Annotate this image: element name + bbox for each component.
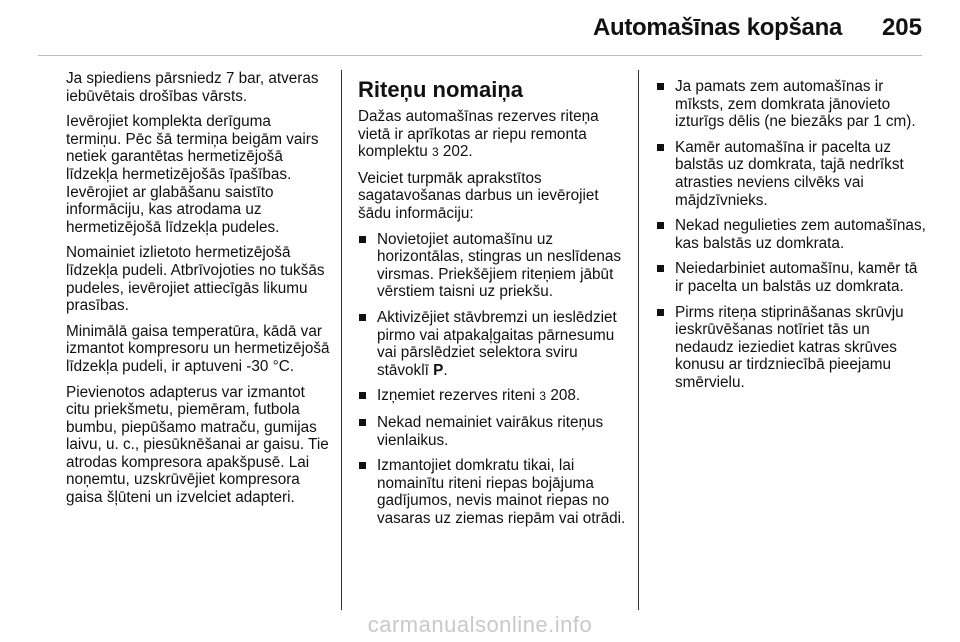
- paragraph: Ievērojiet komplekta derīguma termiņu. Pēc šā termiņa beigām vairs netiek garantētas hermetizējošā līdzekļa hermetizējošās īpašības. Ievērojiet ar glabāšanu saistīto informāciju, kas atrodama uz hermetizējošā līdzekļa pudeles.: [66, 113, 319, 236]
- list-item-text: Aktivizējiet stāvbremzi un ieslēdziet pirmo vai atpakaļgaitas pārnesumu vai pārslēdziet selektora sviru stāvoklī: [377, 308, 617, 379]
- paragraph: Minimālā gaisa temperatūra, kādā var izmantot kompresoru un hermetizējošā līdzekļa pudeli, ir aptuveni -30 °C.: [66, 322, 330, 375]
- list-item-text: Izņemiet rezerves riteni: [377, 387, 536, 405]
- page-ref-icon: 3: [431, 145, 439, 160]
- header-divider: [38, 55, 922, 56]
- list-item: Novietojiet automašīnu uz horizontālas, stingras un neslīdenas virsmas. Priekšējiem riteņiem jābūt vērstiem taisni uz priekšu.: [358, 231, 626, 301]
- list-item: Neiedarbiniet automašīnu, kamēr tā ir pacelta un balstās uz domkrata.: [656, 260, 926, 295]
- paragraph: Ja spiediens pārsniedz 7 bar, atveras iebūvētais drošības vārsts.: [66, 70, 319, 105]
- page-ref-link[interactable]: 208.: [550, 387, 581, 405]
- list-item: Kamēr automašīna ir pacelta uz balstās uz domkrata, tajā nedrīkst atrasties neviens cilvēks vai mājdzīvnieks.: [656, 139, 926, 209]
- column-divider-2: [638, 70, 639, 610]
- list-item: Izmantojiet domkratu tikai, lai nomainītu riteni riepas bojājuma gadījumos, nevis mainot riepas no vasaras uz ziemas riepām vai otrādi.: [358, 457, 626, 527]
- intro-paragraph: [358, 108, 626, 162]
- column-1: [66, 70, 330, 515]
- page-ref-link[interactable]: 202.: [442, 143, 473, 161]
- column-divider-1: [341, 70, 342, 610]
- column-3: [656, 78, 926, 400]
- list-item: Nekad negulieties zem automašīnas, kas balstās uz domkrata.: [656, 217, 926, 252]
- page-number: 205: [881, 14, 922, 41]
- list-item: Ja pamats zem automašīnas ir mīksts, zem domkrata jānovieto izturīgs dēlis (ne biezāks par 1 cm).: [656, 78, 926, 131]
- intro-text: Dažas automašīnas rezerves riteņa vietā ir aprīkotas ar riepu remonta komplektu: [358, 108, 599, 161]
- paragraph: Veiciet turpmāk aprakstītos sagatavošanas darbus un ievērojiet šādu informāciju:: [358, 169, 599, 222]
- paragraph: Nomainiet izlietoto hermetizējošā līdzekļa pudeli. Atbrīvojoties no tukšās pudeles, ievērojiet attiecīgās likumu prasības.: [66, 244, 325, 315]
- page-ref-icon: 3: [539, 389, 547, 404]
- list-item: Pirms riteņa stiprināšanas skrūvju ieskrūvēšanas notīriet tās un nedaudz ieziediet katras skrūves konusu ar tirdzniecībā pieejamu smērvielu.: [656, 304, 926, 392]
- list-item: Nekad nemainiet vairākus riteņus vienlaikus.: [358, 414, 626, 449]
- watermark: carmanualsonline.info: [367, 612, 593, 637]
- section-heading: Riteņu nomaiņa: [358, 77, 524, 102]
- bullet-list: [656, 78, 926, 392]
- paragraph: Pievienotos adapterus var izmantot citu priekšmetu, piemēram, futbola bumbu, piepūšamo matraču, gumijas laivu, u. c., piesūknēšanai ar gaisu. Tie atrodas kompresora apakšpusē. Lai noņemtu, uzskrūvējiet kompresora gaisa šļūteni un izvelciet adapteri.: [66, 383, 329, 507]
- page-header: [0, 0, 960, 56]
- column-2: [358, 78, 626, 535]
- bullet-list: [358, 231, 626, 528]
- list-item: Aktivizējiet stāvbremzi un ieslēdziet pirmo vai atpakaļgaitas pārnesumu vai pārslēdziet selektora sviru stāvoklī P.: [358, 309, 626, 379]
- list-item: [358, 387, 626, 406]
- page-title: Automašīnas kopšana: [592, 14, 842, 41]
- gear-p-label: P: [433, 361, 444, 379]
